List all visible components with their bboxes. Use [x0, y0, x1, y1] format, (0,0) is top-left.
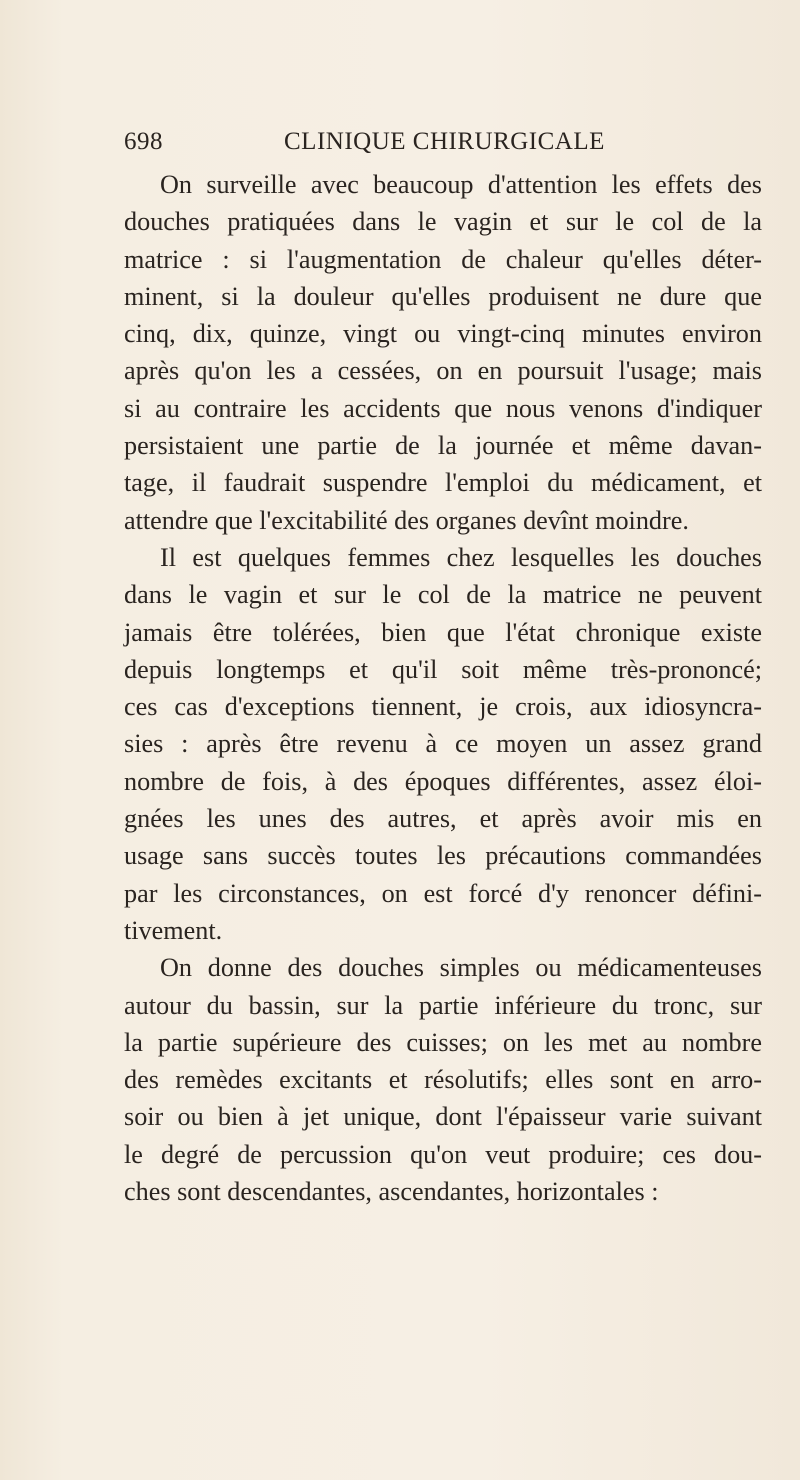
text-line: des remèdes excitants et résolutifs; elles sont en arro-: [124, 1065, 762, 1095]
text-line: si au contraire les accidents que nous venons d'indiquer: [124, 393, 762, 423]
text-line: gnées les unes des autres, et après avoir mis en: [124, 804, 762, 834]
text-line: tage, il faudrait suspendre l'emploi du médicament, et: [124, 468, 762, 498]
text-line: nombre de fois, à des époques différentes, assez éloi-: [124, 766, 762, 796]
text-line: On surveille avec beaucoup d'attention les effets des: [160, 170, 762, 199]
text-line: jamais être tolérées, bien que l'état chronique existe: [124, 617, 762, 647]
page-header: [124, 128, 684, 160]
text-line: tivement.: [124, 915, 223, 945]
text-line: autour du bassin, sur la partie inférieure du tronc, sur: [124, 990, 762, 1020]
text-line: ches sont descendantes, ascendantes, horizontales :: [124, 1177, 659, 1207]
text-line: depuis longtemps et qu'il soit même très-prononcé;: [124, 654, 762, 684]
body-text: [124, 166, 762, 1210]
text-line: matrice : si l'augmentation de chaleur qu'elles déter-: [124, 244, 762, 274]
text-line: douches pratiquées dans le vagin et sur le col de la: [124, 207, 762, 237]
text-line: attendre que l'excitabilité des organes devînt moindre.: [124, 505, 689, 535]
text-line: cinq, dix, quinze, vingt ou vingt-cinq minutes environ: [124, 319, 762, 349]
running-title: CLINIQUE CHIRURGICALE: [284, 128, 605, 155]
text-line: ces cas d'exceptions tiennent, je crois, aux idiosyncra-: [124, 692, 762, 722]
text-line: Il est quelques femmes chez lesquelles les douches: [160, 542, 762, 572]
text-line: On donne des douches simples ou médicamenteuses: [160, 953, 762, 983]
text-line: la partie supérieure des cuisses; on les met au nombre: [124, 1027, 762, 1057]
text-line: soir ou bien à jet unique, dont l'épaisseur varie suivant: [124, 1102, 762, 1132]
text-line: après qu'on les a cessées, on en poursuit l'usage; mais: [124, 356, 762, 386]
text-line: dans le vagin et sur le col de la matrice ne peuvent: [124, 580, 762, 610]
page-number: 698: [124, 128, 163, 155]
text-line: minent, si la douleur qu'elles produisent ne dure que: [124, 281, 762, 311]
text-line: le degré de percussion qu'on veut produire; ces dou-: [124, 1139, 762, 1169]
text-line: par les circonstances, on est forcé d'y renoncer défini-: [124, 878, 762, 908]
text-line: sies : après être revenu à ce moyen un assez grand: [124, 729, 762, 759]
text-line: usage sans succès toutes les précautions commandées: [124, 841, 762, 871]
text-line: persistaient une partie de la journée et même davan-: [124, 431, 762, 461]
